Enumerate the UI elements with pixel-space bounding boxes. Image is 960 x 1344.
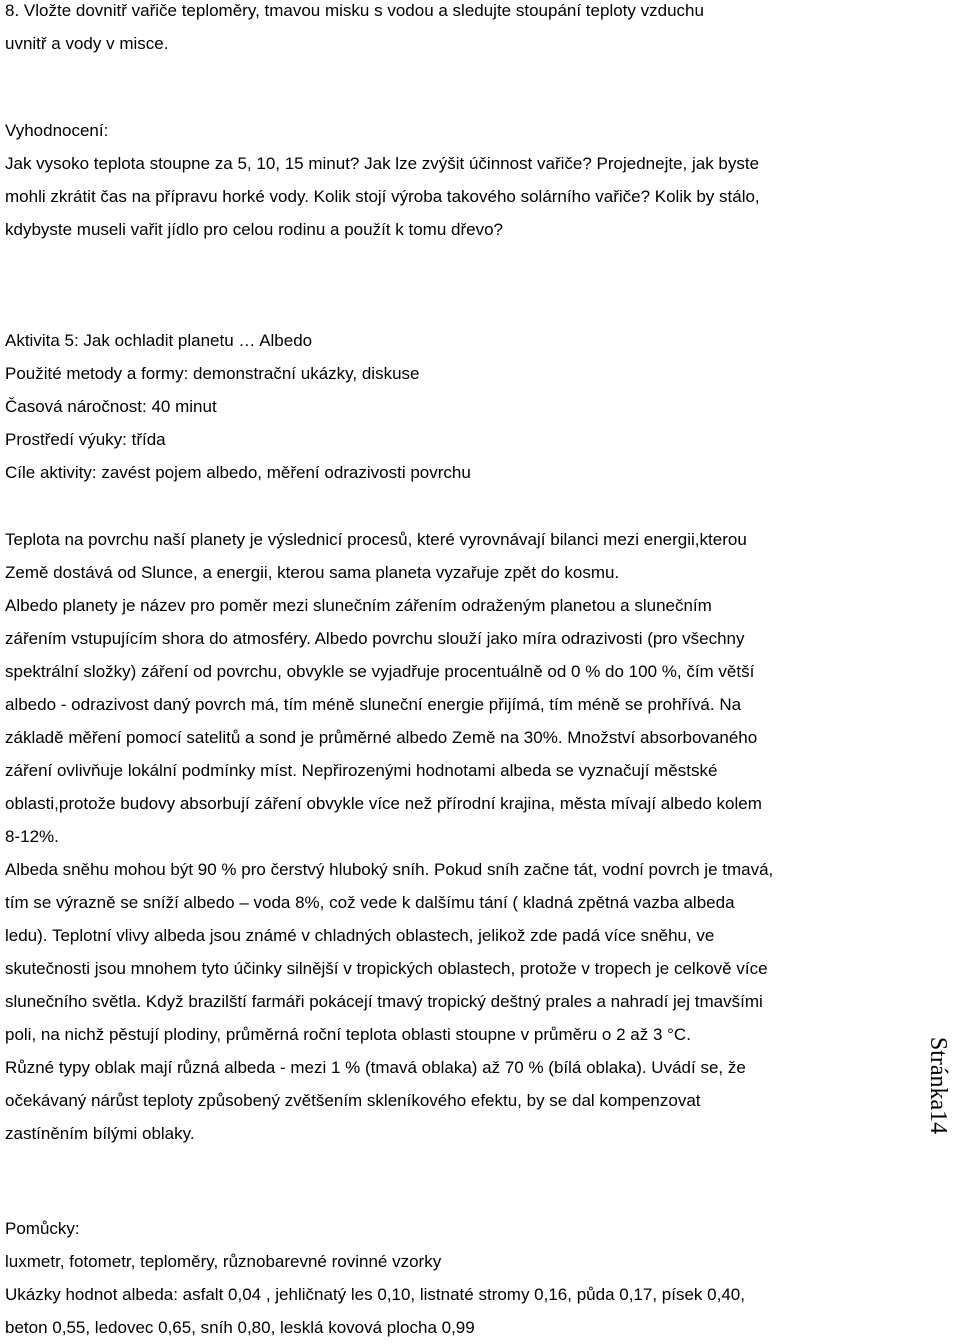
body-line: Země dostává od Slunce, a energii, kterou sama planeta vyzařuje zpět do kosmu. — [5, 563, 620, 582]
body-line: očekávaný nárůst teploty způsobený zvětšením skleníkového efektu, by se dal kompenzovat — [5, 1091, 701, 1110]
activity-title: Aktivita 5: Jak ochladit planetu … Albedo — [5, 331, 313, 350]
evaluation-heading: Vyhodnocení: — [5, 121, 109, 140]
activity-goals: Cíle aktivity: zavést pojem albedo, měření odrazivosti povrchu — [5, 463, 471, 482]
body-line: Albedo planety je název pro poměr mezi slunečním zářením odraženým planetou a slunečním — [5, 596, 712, 615]
body-line: poli, na nichž pěstují plodiny, průměrná roční teplota oblasti stoupne v průměru o 2 až 3 °C. — [5, 1025, 691, 1044]
body-line: Albeda sněhu mohou být 90 % pro čerstvý hluboký sníh. Pokud sníh začne tát, vodní povrch je tmavá, — [5, 860, 774, 879]
activity-duration: Časová náročnost: 40 minut — [5, 397, 217, 416]
body-line: zářením vstupujícím shora do atmosféry. Albedo povrchu slouží jako míra odrazivosti (pro všechny — [5, 629, 745, 648]
body-line: ledu). Teplotní vlivy albeda jsou známé v chladných oblastech, jelikož zde padá více sněhu, ve — [5, 926, 715, 945]
body-line: oblasti,protože budovy absorbují záření obvykle více než přírodní krajina, města mívají albedo kolem — [5, 794, 762, 813]
body-line: spektrální složky) záření od povrchu, obvykle se vyjadřuje procentuálně od 0 % do 100 %, čím větší — [5, 662, 755, 681]
body-line: základě měření pomocí satelitů a sond je průměrné albedo Země na 30%. Množství absorbovaného — [5, 728, 758, 747]
aids-heading: Pomůcky: — [5, 1219, 80, 1238]
body-line: záření ovlivňuje lokální podmínky míst. Nepřirozenými hodnotami albeda se vyznačují městské — [5, 761, 718, 780]
body-line: tím se výrazně se sníží albedo – voda 8%, což vede k dalšímu tání ( kladná zpětná vazba albeda — [5, 893, 735, 912]
albedo-examples-line: beton 0,55, ledovec 0,65, sníh 0,80, lesklá kovová plocha 0,99 — [5, 1318, 475, 1337]
body-line: Teplota na povrchu naší planety je výslednicí procesů, které vyrovnávají bilanci mezi energii,kterou — [5, 530, 747, 549]
evaluation-line: kdybyste museli vařit jídlo pro celou rodinu a použít k tomu dřevo? — [5, 220, 503, 239]
evaluation-line: Jak vysoko teplota stoupne za 5, 10, 15 minut? Jak lze zvýšit účinnost vařiče? Projednejte, jak byste — [5, 154, 760, 173]
activity-section — [5, 324, 471, 489]
body-line: skutečnosti jsou mnohem tyto účinky silnější v tropických oblastech, protože v tropech je celkově více — [5, 959, 768, 978]
body-line: Různé typy oblak mají různá albeda - mezi 1 % (tmavá oblaka) až 70 % (bílá oblaka). Uvádí se, že — [5, 1058, 746, 1077]
evaluation-line: mohli zkrátit čas na přípravu horké vody. Kolik stojí výroba takového solárního vařiče? Kolik by stálo, — [5, 187, 760, 206]
body-line: slunečního světla. Když brazilští farmáři pokácejí tmavý tropický deštný prales a nahradí jej tmavšími — [5, 992, 763, 1011]
aids-section — [5, 1212, 745, 1344]
albedo-examples-line: Ukázky hodnot albeda: asfalt 0,04 , jehličnatý les 0,10, listnaté stromy 0,16, půda 0,17, písek 0,40, — [5, 1285, 745, 1304]
activity-environment: Prostředí výuky: třída — [5, 430, 166, 449]
body-line: albedo - odrazivost daný povrch má, tím méně sluneční energie přijímá, tím méně se prohřívá. Na — [5, 695, 742, 714]
intro-section — [5, 0, 704, 60]
activity-methods: Použité metody a formy: demonstrační ukázky, diskuse — [5, 364, 420, 383]
body-text — [5, 523, 773, 1150]
aids-list: luxmetr, fotometr, teploměry, různobarevné rovinné vzorky — [5, 1252, 442, 1271]
page-number-sidebar — [920, 1010, 956, 1160]
intro-line: uvnitř a vody v misce. — [5, 34, 169, 53]
evaluation-section — [5, 114, 760, 246]
body-line: 8-12%. — [5, 827, 59, 846]
page-number-label: Stránka14 — [925, 1036, 952, 1134]
body-line: zastíněním bílými oblaky. — [5, 1124, 195, 1143]
intro-line: 8. Vložte dovnitř vařiče teploměry, tmavou misku s vodou a sledujte stoupání teploty vzduchu — [5, 1, 704, 20]
